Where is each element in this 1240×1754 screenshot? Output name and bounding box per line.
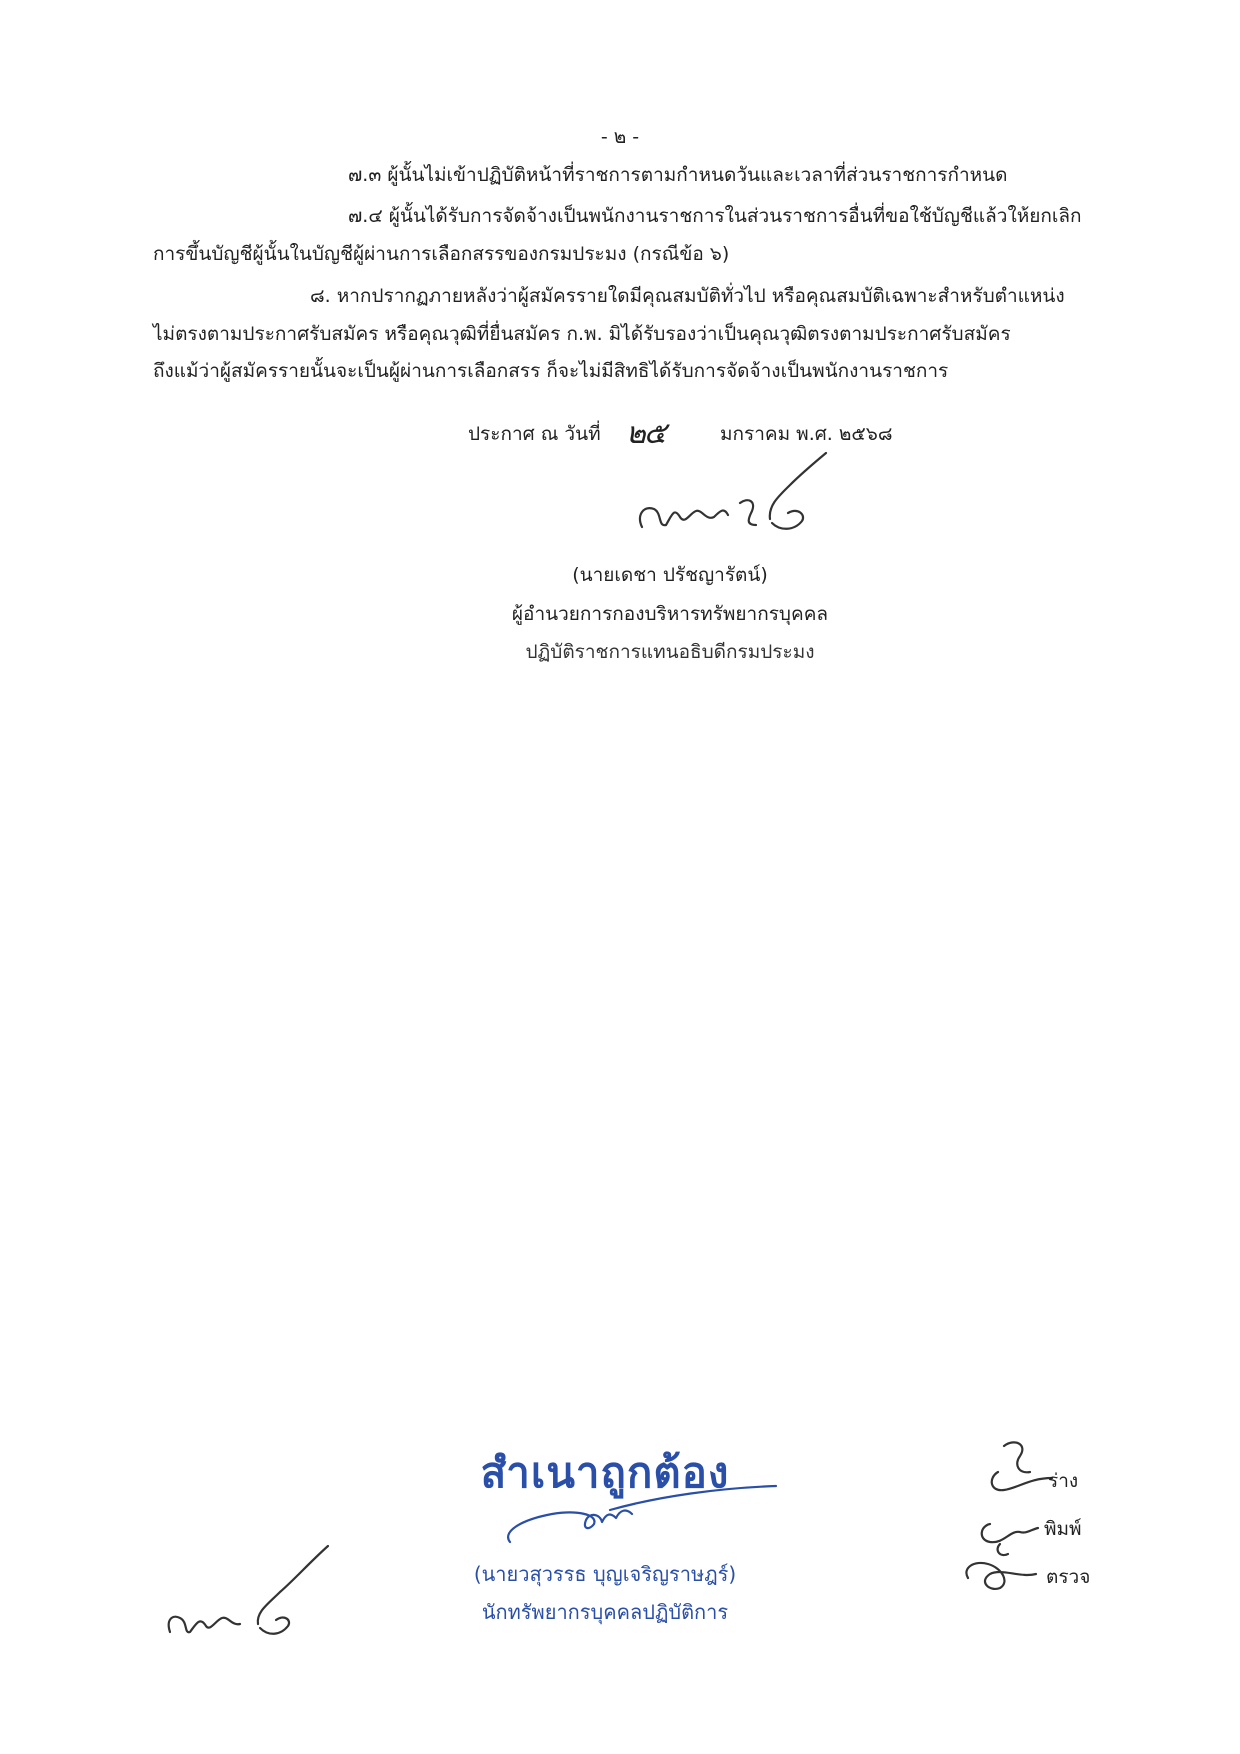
paragraph-7-3: ๗.๓ ผู้นั้นไม่เข้าปฏิบัติหน้าที่ราชการตามกำหนดวันและเวลาที่ส่วนราชการกำหนด [348,164,1008,186]
signatory-position: ผู้อำนวยการกองบริหารทรัพยากรบุคคล [511,603,829,625]
director-signature [630,445,840,565]
signatory-acting: ปฏิบัติราชการแทนอธิบดีกรมประมง [525,641,815,663]
signatory-name: (นายเดชา ปรัชญารัตน์) [572,564,768,586]
routing-draft-label: ร่าง [1048,1470,1079,1492]
announcement-prefix: ประกาศ ณ วันที่ [468,423,601,445]
certifier-name: (นายวสุวรรธ บุญเจริญราษฎร์) [473,1562,737,1586]
routing-typed-label: พิมพ์ [1044,1518,1082,1540]
announcement-day: ๒๕ [626,416,665,451]
paragraph-8-line-3: ถึงแม้ว่าผู้สมัครรายนั้นจะเป็นผู้ผ่านการเลือกสรร ก็จะไม่มีสิทธิได้รับการจัดจ้างเป็นพนักงานราชการ [153,360,949,382]
bottom-left-initials [160,1540,340,1650]
paragraph-8-line-1: ๘. หากปรากฏภายหลังว่าผู้สมัครรายใดมีคุณสมบัติทั่วไป หรือคุณสมบัติเฉพาะสำหรับตำแหน่ง [310,285,1065,307]
paragraph-8-line-2: ไม่ตรงตามประกาศรับสมัคร หรือคุณวุฒิที่ยื่นสมัคร ก.พ. มิได้รับรองว่าเป็นคุณวุฒิตรงตามประกาศรับสมัคร [153,323,1011,345]
certifier-position: นักทรัพยากรบุคคลปฏิบัติการ [481,1600,729,1624]
certified-copy-stamp-title: สำเนาถูกต้อง [480,1448,730,1497]
page-number: - ๒ - [600,126,640,148]
paragraph-7-4-line-1: ๗.๔ ผู้นั้นได้รับการจัดจ้างเป็นพนักงานราชการในส่วนราชการอื่นที่ขอใช้บัญชีแล้วให้ยกเลิก [348,205,1082,227]
paragraph-7-4-line-2: การขึ้นบัญชีผู้นั้นในบัญชีผู้ผ่านการเลือกสรรของกรมประมง (กรณีข้อ ๖) [153,243,730,265]
certifier-signature [490,1470,790,1550]
announcement-month-year: มกราคม พ.ศ. ๒๕๖๘ [720,423,893,445]
routing-checked-label: ตรวจ [1046,1566,1091,1588]
